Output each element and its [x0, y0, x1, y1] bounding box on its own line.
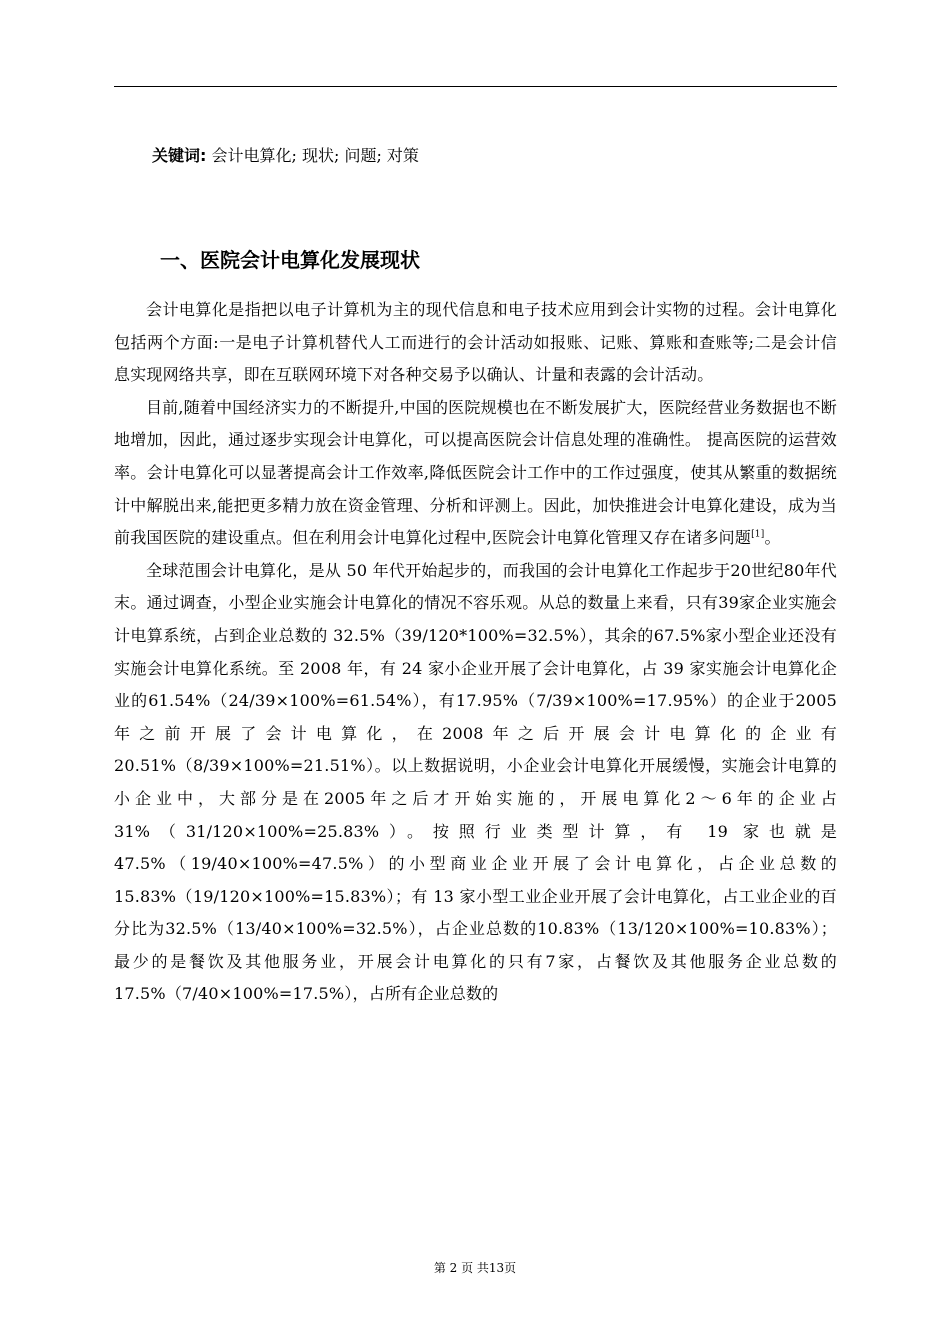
paragraph-2 — [114, 392, 837, 555]
keywords-text: 会计电算化; 现状; 问题; 对策 — [206, 146, 419, 165]
section-title: 一、医院会计电算化发展现状 — [160, 248, 420, 272]
header-rule — [114, 86, 837, 87]
keywords-line — [152, 142, 419, 170]
citation-ref: [1] — [751, 529, 765, 540]
paragraph-1 — [114, 294, 837, 392]
paragraph-1-text: 会计电算化是指把以电子计算机为主的现代信息和电子技术应用到会计实物的过程。会计电算化包括两个方面:一是电子计算机替代人工而进行的会计活动如报账、记账、算账和查账等;二是会计信息实现网络共享，即在互联网环境下对各种交易予以确认、计量和表露的会计活动。 — [114, 300, 837, 385]
keywords-label: 关键词: — [152, 146, 207, 165]
body-text — [114, 294, 837, 1011]
page-footer: 第 2 页 共13页 — [433, 1261, 517, 1275]
paragraph-3 — [114, 555, 837, 1011]
paragraph-2-text: 目前,随着中国经济实力的不断提升,中国的医院规模也在不断发展扩大，医院经营业务数据也不断地增加，因此，通过逐步实现会计电算化，可以提高医院会计信息处理的准确性。 提高医院的运营效率。会计电算化可以显著提高会计工作效率,降低医院会计工作中的工作过强度，使其从繁重的数据统计中解脱出来,能把更多精力放在资金管理、分析和评测上。因此，加快推进会计电算化建设，成为当前我国医院的建设重点。但在利用会计电算化过程中,医院会计电算化管理又存在诸多问题 — [114, 397, 837, 548]
citation-tail: 。 — [764, 528, 781, 548]
paragraph-3-text: 全球范围会计电算化，是从 50 年代开始起步的，而我国的会计电算化工作起步于20世纪80年代末。通过调查，小型企业实施会计电算化的情况不容乐观。从总的数量上来看，只有39家企业实施会计电算系统，占到企业总数的 32.5%（39/120*100%=32.5%），其余的67.5%家小型企业还没有实施会计电算化系统。至 2008 年，有 24 家小企业开展了会计电算化，占 39 家实施会计电算化企业的61.54%（24/39×100%=61.54%），有17.95%（7/39×100%=17.95%）的企业于2005年之前开展了会计电算化，在2008年之后开展会计电算化的企业有20.51%（8/39×100%=21.51%）。以上数据说明，小企业会计电算化开展缓慢，实施会计电算的小企业中，大部分是在2005年之后才开始实施的，开展电算化2～6年的企业占31%（31/120×100%=25.83%）。按照行业类型计算，有 19 家也就是 47.5%（19/40×100%=47.5%）的小型商业企业开展了会计电算化，占企业总数的15.83%（19/120×100%=15.83%）；有 13 家小型工业企业开展了会计电算化，占工业企业的百分比为32.5%（13/40×100%=32.5%），占企业总数的10.83%（13/120×100%=10.83%）；最少的是餐饮及其他服务业，开展会计电算化的只有7家，占餐饮及其他服务企业总数的 17.5%（7/40×100%=17.5%），占所有企业总数的 — [114, 560, 837, 1004]
